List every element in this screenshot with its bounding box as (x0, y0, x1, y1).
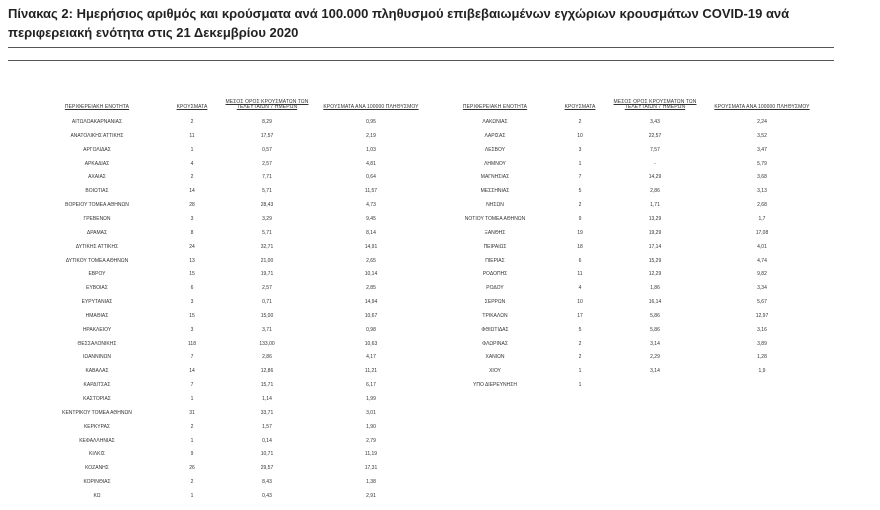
table-row (22, 282, 432, 295)
header-avg: ΜΕΣΟΣ ΟΡΟΣ ΚΡΟΥΣΜΑΤΩΝ ΤΩΝ ΤΕΛΕΥΤΑΙΩΝ 7 ΗΜΕΡΩΝ (225, 99, 309, 110)
unit-cell: ΗΡΑΚΛΕΙΟΥ (82, 326, 112, 333)
per100k-cell: 3,52 (757, 132, 767, 139)
cases-cell: 11 (577, 271, 583, 278)
per100k-cell: 11,57 (364, 188, 378, 195)
table-row (440, 379, 840, 392)
unit-cell: ΠΙΕΡΙΑΣ (485, 257, 505, 264)
per100k-cell: 2,65 (366, 257, 376, 264)
cases-cell: 2 (578, 340, 582, 347)
table-row (22, 213, 432, 226)
per100k-cell: 10,63 (364, 340, 378, 347)
avg-cell: 1,57 (262, 423, 272, 430)
cases-cell: 31 (189, 409, 195, 416)
avg-cell: 3,29 (262, 215, 272, 222)
avg-cell: 12,86 (260, 368, 274, 375)
table-row (22, 393, 432, 406)
avg-cell: 2,29 (650, 354, 660, 361)
per100k-cell: 3,13 (757, 188, 767, 195)
unit-cell: ΘΕΣΣΑΛΟΝΙΚΗΣ (77, 340, 117, 347)
avg-cell: 12,29 (648, 271, 662, 278)
avg-cell: 15,71 (260, 382, 274, 389)
cases-cell: 2 (578, 202, 582, 209)
unit-cell: ΡΟΔΟΠΗΣ (482, 271, 508, 278)
cases-cell: 9 (578, 215, 582, 222)
cases-cell: 8 (190, 229, 194, 236)
per100k-cell: 3,89 (757, 340, 767, 347)
header-unit: ΠΕΡΙΦΕΡΕΙΑΚΗ ΕΝΟΤΗΤΑ (462, 104, 528, 110)
cases-cell: 118 (188, 340, 196, 347)
avg-cell: 10,71 (260, 451, 274, 458)
unit-cell: ΧΑΝΙΩΝ (485, 354, 505, 361)
per100k-cell: 4,74 (757, 257, 767, 264)
cases-cell: 28 (189, 202, 195, 209)
cases-cell: 15 (189, 312, 195, 319)
table-row (22, 379, 432, 392)
per100k-cell: 1,7 (758, 215, 766, 222)
unit-cell: ΔΥΤΙΚΗΣ ΑΤΤΙΚΗΣ (75, 243, 119, 250)
unit-cell: ΕΒΡΟΥ (88, 271, 106, 278)
unit-cell: ΥΠΟ ΔΙΕΡΕΥΝΗΣΗ (473, 382, 517, 389)
cases-cell: 6 (578, 257, 582, 264)
per100k-cell: 5,79 (757, 160, 767, 167)
table-row (22, 296, 432, 309)
header-cases: ΚΡΟΥΣΜΑΤΑ (176, 104, 208, 110)
avg-cell: 133,00 (259, 340, 275, 347)
unit-cell: ΑΡΓΟΛΙΔΑΣ (83, 146, 111, 153)
unit-cell: ΞΑΝΘΗΣ (484, 229, 506, 236)
per100k-cell: 9,82 (757, 271, 767, 278)
unit-cell: ΤΡΙΚΑΛΩΝ (482, 312, 508, 319)
unit-cell: ΑΧΑΙΑΣ (88, 174, 106, 181)
per100k-cell: 2,19 (366, 132, 376, 139)
avg-cell: 5,86 (650, 326, 660, 333)
unit-cell: ΚΕΦΑΛΛΗΝΙΑΣ (79, 437, 115, 444)
cases-cell: 14 (189, 188, 195, 195)
avg-cell: 5,71 (262, 188, 272, 195)
cases-cell: 3 (190, 299, 194, 306)
per100k-cell: 3,68 (757, 174, 767, 181)
table-row (22, 338, 432, 351)
per100k-cell: 3,16 (757, 326, 767, 333)
unit-cell: ΑΡΚΑΔΙΑΣ (84, 160, 110, 167)
table-row (440, 351, 840, 364)
cases-cell: 2 (190, 119, 194, 125)
second-rule (8, 60, 834, 61)
table-row (440, 144, 840, 157)
cases-cell: 1 (190, 492, 194, 499)
unit-cell: ΚΩ (93, 492, 101, 499)
top-rule (8, 47, 834, 48)
table-row (440, 213, 840, 226)
cases-cell: 2 (578, 354, 582, 361)
unit-cell: ΛΗΜΝΟΥ (484, 160, 506, 167)
table-row (440, 338, 840, 351)
cases-cell: 26 (189, 465, 195, 472)
table-row (22, 365, 432, 378)
avg-cell: 5,86 (650, 312, 660, 319)
table-row (22, 227, 432, 240)
table-row (22, 421, 432, 434)
unit-cell: ΜΑΓΝΗΣΙΑΣ (480, 174, 510, 181)
table-row (22, 130, 432, 143)
avg-cell: 3,14 (650, 368, 660, 375)
cases-cell: 7 (578, 174, 582, 181)
unit-cell: ΛΑΚΩΝΙΑΣ (482, 119, 508, 125)
avg-cell: 3,14 (650, 340, 660, 347)
table-row (440, 296, 840, 309)
avg-cell: 15,00 (260, 312, 274, 319)
avg-cell: 16,14 (648, 299, 662, 306)
table-row (440, 310, 840, 323)
cases-cell: 1 (190, 396, 194, 402)
table-row (440, 227, 840, 240)
header-avg: ΜΕΣΟΣ ΟΡΟΣ ΚΡΟΥΣΜΑΤΩΝ ΤΩΝ ΤΕΛΕΥΤΑΙΩΝ 7 ΗΜΕΡΩΝ (613, 99, 697, 110)
unit-cell: ΡΟΔΟΥ (486, 285, 504, 292)
avg-cell: 19,29 (648, 229, 662, 236)
avg-cell (612, 379, 698, 392)
avg-cell: 0,14 (262, 437, 272, 444)
avg-cell: 28,43 (260, 202, 274, 209)
cases-cell: 15 (189, 271, 195, 278)
avg-cell: 19,71 (260, 271, 274, 278)
per100k-cell: 1,90 (366, 423, 376, 430)
cases-cell: 6 (190, 285, 194, 292)
avg-cell: 32,71 (260, 243, 274, 250)
per100k-cell: 3,47 (757, 146, 767, 153)
unit-cell: ΠΕΙΡΑΙΩΣ (483, 243, 507, 250)
table-row (22, 490, 432, 503)
per100k-cell: 2,91 (366, 492, 376, 499)
unit-cell: ΚΕΝΤΡΙΚΟΥ ΤΟΜΕΑ ΑΘΗΝΩΝ (62, 409, 132, 416)
cases-cell: 4 (578, 285, 582, 292)
table-row (22, 310, 432, 323)
avg-cell: 17,14 (648, 243, 662, 250)
per100k-cell: 0,98 (366, 326, 376, 333)
cases-cell: 18 (577, 243, 583, 250)
avg-cell: 0,71 (262, 299, 272, 306)
table-title: Πίνακας 2: Ημερήσιος αριθμός και κρούσματα ανά 100.000 πληθυσμού επιβεβαιωμένων εγχώριων κρουσμάτων COVID-19 ανά περιφερειακή ενότητα στις 21 Δεκεμβρίου 2020 (8, 6, 790, 40)
cases-cell: 14 (189, 368, 195, 375)
unit-cell: ΦΛΩΡΙΝΑΣ (482, 340, 508, 347)
per100k-cell (702, 379, 822, 392)
avg-cell: 7,71 (262, 174, 272, 181)
cases-cell: 3 (190, 326, 194, 333)
unit-cell: ΜΕΣΣΗΝΙΑΣ (480, 188, 510, 195)
cases-cell: 9 (190, 451, 194, 458)
avg-cell: 2,86 (262, 354, 272, 361)
table-row (22, 448, 432, 461)
unit-cell: ΚΟΖΑΝΗΣ (85, 465, 109, 472)
table-row (22, 116, 432, 129)
avg-cell: 0,43 (262, 492, 272, 499)
table-row (22, 158, 432, 171)
per100k-cell: 2,85 (366, 285, 376, 292)
per100k-cell: 17,31 (364, 465, 378, 472)
per100k-cell: 11,19 (364, 451, 378, 458)
cases-cell: 11 (189, 132, 195, 139)
avg-cell: 33,71 (260, 409, 274, 416)
cases-cell: 7 (190, 382, 194, 389)
table-row (22, 462, 432, 475)
unit-cell: ΒΟΡΕΙΟΥ ΤΟΜΕΑ ΑΘΗΝΩΝ (65, 202, 129, 209)
header-unit: ΠΕΡΙΦΕΡΕΙΑΚΗ ΕΝΟΤΗΤΑ (64, 104, 130, 110)
header-per100k: ΚΡΟΥΣΜΑΤΑ ΑΝΑ 100000 ΠΛΗΘΥΣΜΟΥ (323, 104, 419, 110)
cases-cell: 1 (578, 382, 582, 389)
unit-cell: ΧΙΟΥ (489, 368, 501, 375)
avg-cell: 2,57 (262, 285, 272, 292)
cases-cell: 13 (189, 257, 195, 264)
cases-cell: 17 (577, 312, 583, 319)
cases-cell: 1 (190, 146, 194, 153)
table-row (440, 365, 840, 378)
per100k-cell: 1,28 (757, 354, 767, 361)
table-row (440, 116, 840, 129)
avg-cell: 21,00 (260, 257, 274, 264)
avg-cell: 8,43 (262, 479, 272, 486)
table-row (22, 241, 432, 254)
per100k-cell: 0,64 (366, 174, 376, 181)
cases-cell: 2 (190, 479, 194, 486)
unit-cell: ΣΕΡΡΩΝ (484, 299, 506, 306)
avg-cell: 22,57 (648, 132, 662, 139)
per100k-cell: 2,68 (757, 202, 767, 209)
table-row (440, 158, 840, 171)
table-row (22, 435, 432, 448)
per100k-cell: 10,14 (364, 271, 378, 278)
table-row (22, 171, 432, 184)
avg-cell: 3,71 (262, 326, 272, 333)
per100k-cell: 14,94 (364, 299, 378, 306)
table-row (22, 324, 432, 337)
cases-cell: 5 (578, 188, 582, 195)
cases-cell: 1 (578, 368, 582, 375)
unit-cell: ΛΑΡΙΣΑΣ (484, 132, 506, 139)
table-row (22, 144, 432, 157)
avg-cell: - (654, 160, 656, 167)
cases-cell: 2 (190, 174, 194, 181)
header-cases: ΚΡΟΥΣΜΑΤΑ (564, 104, 596, 110)
per100k-cell: 0,95 (366, 119, 376, 125)
per100k-cell: 2,24 (757, 119, 767, 125)
unit-cell: ΕΥΒΟΙΑΣ (86, 285, 108, 292)
per100k-cell: 3,34 (757, 285, 767, 292)
per100k-cell: 10,67 (364, 312, 378, 319)
per100k-cell: 4,73 (366, 202, 376, 209)
table-row (22, 476, 432, 489)
unit-cell: ΑΝΑΤΟΛΙΚΗΣ ΑΤΤΙΚΗΣ (70, 132, 124, 139)
avg-cell: 14,29 (648, 174, 662, 181)
unit-cell: ΓΡΕΒΕΝΩΝ (83, 215, 111, 222)
per100k-cell: 3,01 (366, 409, 376, 416)
per100k-cell: 1,38 (366, 479, 376, 486)
cases-cell: 5 (578, 326, 582, 333)
per100k-cell: 17,08 (755, 229, 769, 236)
table-row (440, 255, 840, 268)
table-row (22, 407, 432, 420)
table-row (440, 185, 840, 198)
avg-cell: 29,57 (260, 465, 274, 472)
unit-cell: ΚΟΡΙΝΘΙΑΣ (83, 479, 111, 486)
table-row (440, 199, 840, 212)
avg-cell: 1,71 (650, 202, 660, 209)
unit-cell: ΗΜΑΘΙΑΣ (85, 312, 109, 319)
table-row (440, 324, 840, 337)
cases-cell: 7 (190, 354, 194, 361)
unit-cell: ΒΟΙΩΤΙΑΣ (85, 188, 109, 195)
unit-cell: ΚΕΡΚΥΡΑΣ (83, 423, 111, 430)
cases-cell: 19 (577, 229, 583, 236)
unit-cell: ΚΑΒΑΛΑΣ (85, 368, 109, 375)
per100k-cell: 5,67 (757, 299, 767, 306)
cases-cell: 3 (190, 215, 194, 222)
cases-cell: 1 (190, 437, 194, 444)
cases-cell: 3 (578, 146, 582, 153)
unit-cell: ΛΕΣΒΟΥ (484, 146, 506, 153)
unit-cell: ΔΥΤΙΚΟΥ ΤΟΜΕΑ ΑΘΗΝΩΝ (65, 257, 129, 264)
header-per100k: ΚΡΟΥΣΜΑΤΑ ΑΝΑ 100000 ΠΛΗΘΥΣΜΟΥ (714, 104, 810, 110)
unit-cell: ΙΩΑΝΝΙΝΩΝ (82, 354, 112, 361)
per100k-cell: 1,99 (366, 396, 376, 402)
table-row (22, 268, 432, 281)
per100k-cell: 14,91 (364, 243, 378, 250)
unit-cell: ΚΙΛΚΙΣ (89, 451, 105, 458)
table-row (440, 282, 840, 295)
unit-cell: ΝΟΤΙΟΥ ΤΟΜΕΑ ΑΘΗΝΩΝ (464, 215, 526, 222)
table-row (440, 268, 840, 281)
table-row (22, 199, 432, 212)
table-row (22, 351, 432, 364)
table-row (22, 185, 432, 198)
table-row (440, 171, 840, 184)
per100k-cell: 4,01 (757, 243, 767, 250)
avg-cell: 0,57 (262, 146, 272, 153)
table-row (22, 255, 432, 268)
avg-cell: 1,14 (262, 396, 272, 402)
per100k-cell: 8,14 (366, 229, 376, 236)
avg-cell: 8,29 (262, 119, 272, 125)
cases-cell: 4 (190, 160, 194, 167)
cases-cell: 10 (577, 299, 583, 306)
per100k-cell: 9,45 (366, 215, 376, 222)
unit-cell: ΔΡΑΜΑΣ (86, 229, 108, 236)
avg-cell: 7,57 (650, 146, 660, 153)
avg-cell: 2,86 (650, 188, 660, 195)
cases-cell: 2 (190, 423, 194, 430)
table-row (440, 130, 840, 143)
avg-cell: 3,43 (650, 119, 660, 125)
avg-cell: 1,86 (650, 285, 660, 292)
unit-cell: ΚΑΣΤΟΡΙΑΣ (83, 396, 111, 402)
per100k-cell: 4,17 (366, 354, 376, 361)
unit-cell: ΝΗΣΩΝ (486, 202, 504, 209)
avg-cell: 15,29 (648, 257, 662, 264)
avg-cell: 17,57 (260, 132, 274, 139)
per100k-cell: 1,03 (366, 146, 376, 153)
table-row (440, 241, 840, 254)
avg-cell: 2,57 (262, 160, 272, 167)
per100k-cell: 1,9 (758, 368, 766, 375)
avg-cell: 5,71 (262, 229, 272, 236)
cases-cell: 1 (578, 160, 582, 167)
cases-cell: 24 (189, 243, 195, 250)
per100k-cell: 12,97 (755, 312, 769, 319)
per100k-cell: 11,21 (364, 368, 378, 375)
unit-cell: ΑΙΤΩΛΟΑΚΑΡΝΑΝΙΑΣ (71, 119, 123, 125)
per100k-cell: 2,79 (366, 437, 376, 444)
unit-cell: ΦΘΙΩΤΙΔΑΣ (481, 326, 509, 333)
unit-cell: ΕΥΡΥΤΑΝΙΑΣ (81, 299, 113, 306)
per100k-cell: 4,81 (366, 160, 376, 167)
per100k-cell: 6,17 (366, 382, 376, 389)
cases-cell: 10 (577, 132, 583, 139)
avg-cell: 13,29 (648, 215, 662, 222)
cases-cell: 2 (578, 119, 582, 125)
unit-cell: ΚΑΡΔΙΤΣΑΣ (83, 382, 111, 389)
